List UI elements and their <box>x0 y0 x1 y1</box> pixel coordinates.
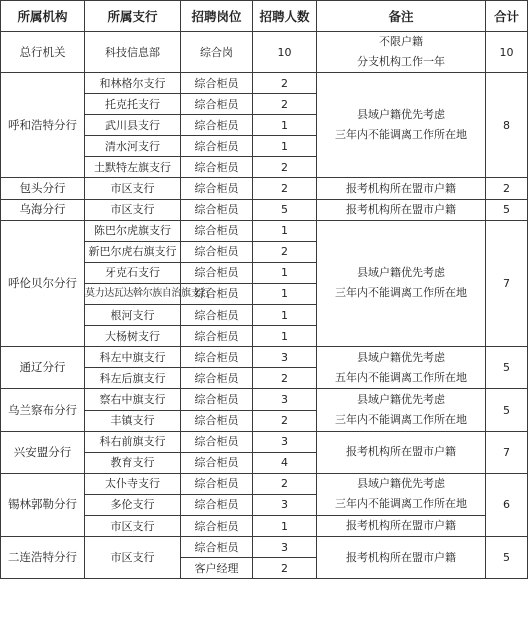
post-cell: 综合柜员 <box>181 94 253 115</box>
header-org: 所属机构 <box>1 1 85 32</box>
count-cell: 2 <box>253 73 317 94</box>
total-cell: 5 <box>486 199 528 220</box>
post-cell: 综合柜员 <box>181 199 253 220</box>
branch-cell: 武川县支行 <box>85 115 181 136</box>
count-cell: 3 <box>253 537 317 558</box>
total-cell: 10 <box>486 32 528 73</box>
note-line: 分支机构工作一年 <box>357 55 445 68</box>
branch-cell: 多伦支行 <box>85 494 181 515</box>
header-count: 招聘人数 <box>253 1 317 32</box>
post-cell: 综合柜员 <box>181 283 253 304</box>
note-cell <box>317 32 486 73</box>
count-cell: 1 <box>253 262 317 283</box>
note-cell <box>317 199 486 220</box>
table-row <box>1 32 528 73</box>
count-cell: 2 <box>253 558 317 579</box>
branch-cell: 新巴尔虎右旗支行 <box>85 241 181 262</box>
header-post: 招聘岗位 <box>181 1 253 32</box>
header-branch: 所属支行 <box>85 1 181 32</box>
total-cell: 2 <box>486 178 528 199</box>
note-line: 三年内不能调离工作所在地 <box>335 128 467 142</box>
count-cell: 10 <box>253 32 317 73</box>
count-cell: 1 <box>253 305 317 326</box>
org-cell: 呼伦贝尔分行 <box>1 220 85 347</box>
note-line: 报考机构所在盟市户籍 <box>346 519 456 533</box>
note-cell <box>317 473 486 515</box>
branch-cell: 托克托支行 <box>85 94 181 115</box>
branch-cell: 教育支行 <box>85 452 181 473</box>
post-cell: 综合柜员 <box>181 178 253 199</box>
count-cell: 4 <box>253 452 317 473</box>
note-line: 县域户籍优先考虑 <box>357 393 445 406</box>
count-cell: 2 <box>253 473 317 494</box>
branch-cell: 市区支行 <box>85 199 181 220</box>
table-row <box>1 199 528 220</box>
org-cell: 包头分行 <box>1 178 85 199</box>
note-line: 县域户籍优先考虑 <box>357 266 445 280</box>
org-cell: 锡林郭勒分行 <box>1 473 85 536</box>
post-cell: 综合柜员 <box>181 515 253 536</box>
post-cell: 综合柜员 <box>181 537 253 558</box>
note-line: 县域户籍优先考虑 <box>357 350 445 364</box>
count-cell: 1 <box>253 326 317 347</box>
branch-cell: 丰镇支行 <box>85 410 181 431</box>
note-cell <box>317 515 486 536</box>
post-cell: 客户经理 <box>181 558 253 579</box>
total-cell: 5 <box>486 537 528 579</box>
post-cell: 综合柜员 <box>181 389 253 410</box>
org-cell: 呼和浩特分行 <box>1 73 85 178</box>
count-cell: 3 <box>253 494 317 515</box>
table-body <box>1 32 528 579</box>
post-cell: 综合柜员 <box>181 241 253 262</box>
count-cell: 1 <box>253 515 317 536</box>
post-cell: 综合柜员 <box>181 73 253 94</box>
branch-cell: 科技信息部 <box>85 32 181 73</box>
branch-cell: 市区支行 <box>85 178 181 199</box>
table-row <box>1 431 528 452</box>
branch-cell: 陈巴尔虎旗支行 <box>85 220 181 241</box>
org-cell: 乌海分行 <box>1 199 85 220</box>
branch-cell: 莫力达瓦达斡尔族自治旗支行 <box>85 283 181 304</box>
branch-cell: 察右中旗支行 <box>85 389 181 410</box>
branch-cell: 科左后旗支行 <box>85 368 181 389</box>
note-cell <box>317 389 486 431</box>
branch-cell: 清水河支行 <box>85 136 181 157</box>
org-cell: 二连浩特分行 <box>1 537 85 579</box>
table-row <box>1 178 528 199</box>
total-cell: 8 <box>486 73 528 178</box>
count-cell: 2 <box>253 178 317 199</box>
count-cell: 3 <box>253 431 317 452</box>
count-cell: 3 <box>253 389 317 410</box>
note-cell <box>317 73 486 178</box>
org-cell: 通辽分行 <box>1 347 85 389</box>
branch-cell: 市区支行 <box>85 515 181 536</box>
post-cell: 综合柜员 <box>181 494 253 515</box>
note-line: 报考机构所在盟市户籍 <box>346 181 456 195</box>
note-cell <box>317 431 486 473</box>
post-cell: 综合柜员 <box>181 326 253 347</box>
table-row <box>1 537 528 558</box>
total-cell: 7 <box>486 220 528 347</box>
post-cell: 综合柜员 <box>181 115 253 136</box>
note-line: 三年内不能调离工作所在地 <box>335 286 467 300</box>
table-row <box>1 389 528 410</box>
branch-cell: 根河支行 <box>85 305 181 326</box>
note-line: 不限户籍 <box>379 35 423 48</box>
header-row <box>1 1 528 32</box>
branch-cell: 大杨树支行 <box>85 326 181 347</box>
post-cell: 综合柜员 <box>181 410 253 431</box>
count-cell: 5 <box>253 199 317 220</box>
total-cell: 5 <box>486 389 528 431</box>
total-cell: 7 <box>486 431 528 473</box>
table-row <box>1 220 528 241</box>
post-cell: 综合岗 <box>181 32 253 73</box>
note-line: 三年内不能调离工作所在地 <box>335 497 467 511</box>
count-cell: 2 <box>253 410 317 431</box>
count-cell: 1 <box>253 220 317 241</box>
org-cell: 乌兰察布分行 <box>1 389 85 431</box>
branch-cell: 和林格尔支行 <box>85 73 181 94</box>
count-cell: 2 <box>253 94 317 115</box>
note-cell <box>317 178 486 199</box>
count-cell: 1 <box>253 115 317 136</box>
branch-cell: 土默特左旗支行 <box>85 157 181 178</box>
note-cell <box>317 347 486 389</box>
header-total: 合计 <box>486 1 528 32</box>
count-cell: 1 <box>253 283 317 304</box>
post-cell: 综合柜员 <box>181 347 253 368</box>
count-cell: 2 <box>253 368 317 389</box>
post-cell: 综合柜员 <box>181 305 253 326</box>
post-cell: 综合柜员 <box>181 452 253 473</box>
note-cell <box>317 537 486 579</box>
post-cell: 综合柜员 <box>181 431 253 452</box>
header-note: 备注 <box>317 1 486 32</box>
note-line: 报考机构所在盟市户籍 <box>346 550 456 564</box>
table-row <box>1 73 528 94</box>
count-cell: 2 <box>253 241 317 262</box>
post-cell: 综合柜员 <box>181 220 253 241</box>
branch-cell: 科左中旗支行 <box>85 347 181 368</box>
table-row <box>1 347 528 368</box>
count-cell: 3 <box>253 347 317 368</box>
post-cell: 综合柜员 <box>181 262 253 283</box>
note-line: 报考机构所在盟市户籍 <box>346 202 456 216</box>
org-cell: 总行机关 <box>1 32 85 73</box>
note-line: 报考机构所在盟市户籍 <box>346 445 456 459</box>
branch-cell: 太仆寺支行 <box>85 473 181 494</box>
table-row <box>1 473 528 494</box>
branch-cell: 牙克石支行 <box>85 262 181 283</box>
note-line: 县域户籍优先考虑 <box>357 108 445 122</box>
note-line: 五年内不能调离工作所在地 <box>335 370 467 384</box>
count-cell: 1 <box>253 136 317 157</box>
branch-cell: 市区支行 <box>85 537 181 579</box>
total-cell: 5 <box>486 347 528 389</box>
org-cell: 兴安盟分行 <box>1 431 85 473</box>
note-cell <box>317 220 486 347</box>
post-cell: 综合柜员 <box>181 473 253 494</box>
post-cell: 综合柜员 <box>181 368 253 389</box>
count-cell: 2 <box>253 157 317 178</box>
note-line: 县域户籍优先考虑 <box>357 477 445 491</box>
post-cell: 综合柜员 <box>181 157 253 178</box>
note-line: 三年内不能调离工作所在地 <box>335 413 467 426</box>
post-cell: 综合柜员 <box>181 136 253 157</box>
branch-cell: 科右前旗支行 <box>85 431 181 452</box>
total-cell: 6 <box>486 473 528 536</box>
